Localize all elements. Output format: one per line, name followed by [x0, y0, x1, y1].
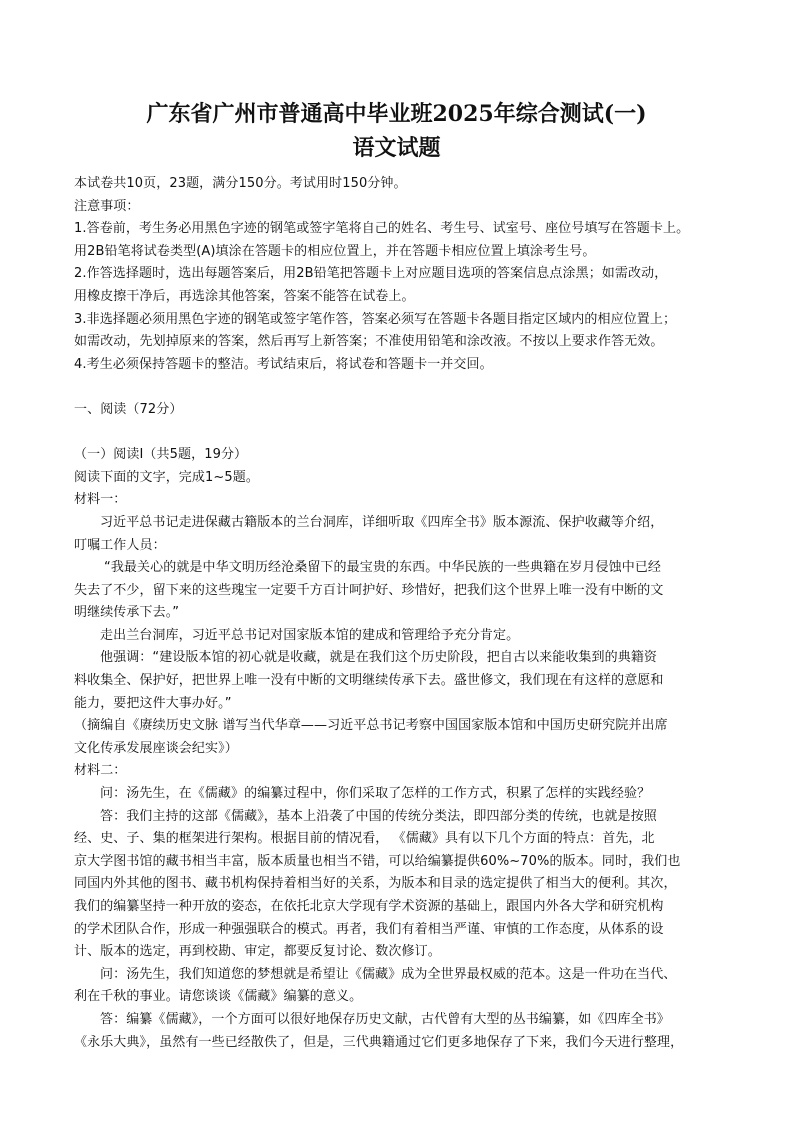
material2-line: 经、史、子、集的框架进行架构。根据目前的情况看， 《儒藏》具有以下几个方面的特点：首先，北	[74, 831, 655, 847]
material1-line: “我最关心的就是中华文明历经沧桑留下的最宝贵的东西。中华民族的一些典籍在岁月侵蚀中已经	[104, 560, 662, 576]
subsection-heading: （一）阅读Ⅰ（共5题，19分）	[74, 447, 248, 463]
exam-intro: 本试卷共10页，23题，满分150分。考试用时150分钟。	[74, 176, 407, 191]
notice-heading: 注意事项：	[74, 198, 140, 214]
spacer	[74, 422, 730, 445]
material1-line: 失去了不少，留下来的这些瑰宝一定要千方百计呵护好、珍惜好，把我们这个世界上唯一没有中断的文	[74, 582, 664, 598]
material2-line: 计、版本的选定，再到校勘、审定，都要反复讨论、数次修订。	[74, 944, 441, 960]
material2-line: 答：我们主持的这部《儒藏》，基本上沿袭了中国的传统分类法，即四部分类的传统，也就是按照	[100, 808, 657, 824]
notice-line: 2.作答选择题时，选出每题答案后，用2B铅笔把答题卡上对应题目选项的答案信息点涂黑；如需改动，	[74, 266, 668, 282]
material2-line: 京大学图书馆的藏书相当丰富，版本质量也相当不错，可以给编纂提供60%~70%的版本。同时，我们也	[74, 853, 681, 869]
material2-line: 我们的编纂坚持一种开放的姿态，在依托北京大学现有学术资源的基础上，跟国内外各大学和研究机构	[74, 899, 664, 914]
material1-line: 习近平总书记走进保藏古籍版本的兰台洞库，详细听取《四库全书》版本源流、保护收藏等介绍，	[100, 514, 664, 530]
notice-line: 1.答卷前，考生务必用黑色字迹的钢笔或签字笔将自己的姓名、考生号、试室号、座位号填写在答题卡上。	[74, 221, 690, 237]
material1-line: 明继续传承下去。”	[74, 605, 180, 621]
page-title: 广东省广州市普通高中毕业班2025年综合测试(一)	[146, 101, 647, 127]
spacer	[74, 376, 730, 399]
material2-line: 问：汤先生，在《儒藏》的编纂过程中，你们采取了怎样的工作方式，积累了怎样的实践经验？	[100, 786, 651, 802]
notice-line: 用橡皮擦干净后，再选涂其他答案，答案不能答在试卷上。	[74, 288, 415, 304]
notice-line: 3.非选择题必须用黑色字迹的钢笔或签字笔作答，答案必须写在答题卡各题目指定区域内的相应位置上；	[74, 311, 677, 327]
material1-line: 能力，要把这件大事办好。”	[74, 695, 232, 711]
material2-line: 问：汤先生，我们知道您的梦想就是希望让《儒藏》成为全世界最权威的范本。这是一件功在当代、	[100, 966, 677, 982]
material2-line: 的学术团队合作，形成一种强强联合的模式。再者，我们有着相当严谨、审慎的工作态度，从体系的设	[74, 921, 664, 937]
material1-line: 他强调：“建设版本馆的初心就是收藏，就是在我们这个历史阶段，把自古以来能收集到的典籍资	[100, 650, 658, 666]
material1-source: （摘编自《赓续历史文脉 谱写当代华章——习近平总书记考察中国国家版本馆和中国历史研究院并出席	[74, 718, 668, 734]
material-label: 材料一：	[74, 492, 127, 508]
material1-source: 文化传承发展座谈会纪实》）	[74, 740, 238, 756]
notice-line: 4.考生必须保持答题卡的整洁。考试结束后，将试卷和答题卡一并交回。	[74, 356, 493, 372]
material2-line: 《永乐大典》，虽然有一些已经散佚了，但是，三代典籍通过它们更多地保存了下来，我们今天进行整理，	[74, 1034, 684, 1050]
material1-line: 走出兰台洞库，习近平总书记对国家版本馆的建成和管理给予充分肯定。	[100, 627, 520, 643]
page-subtitle: 语文试题	[352, 135, 441, 161]
notice-line: 用2B铅笔将试卷类型(A)填涂在答题卡的相应位置上，并在答题卡相应位置上填涂考生号。	[74, 243, 596, 259]
material2-line: 同国内外其他的图书、藏书机构保持着相当好的关系，为版本和目录的选定提供了相当大的便利。其次，	[74, 876, 677, 892]
material2-line: 利在千秋的事业。请您谈谈《儒藏》编纂的意义。	[74, 989, 363, 1005]
reading-instruction: 阅读下面的文字，完成1~5题。	[74, 469, 259, 485]
exam-body	[74, 173, 730, 1054]
material2-line: 答：编纂《儒藏》，一个方面可以很好地保存历史文献，古代曾有大型的丛书编纂，如《四库全书》	[100, 1011, 670, 1027]
material1-line: 料收集全、保护好，把世界上唯一没有中断的文明继续传承下去。盛世修文，我们现在有这样的意愿和	[74, 673, 664, 689]
material-label: 材料二：	[74, 763, 127, 779]
material1-line: 叮嘱工作人员：	[74, 537, 166, 553]
section-heading: 一、阅读（72分）	[74, 401, 183, 417]
notice-line: 如需改动，先划掉原来的答案，然后再写上新答案；不准使用铅笔和涂改液。不按以上要求作答无效。	[74, 334, 664, 350]
